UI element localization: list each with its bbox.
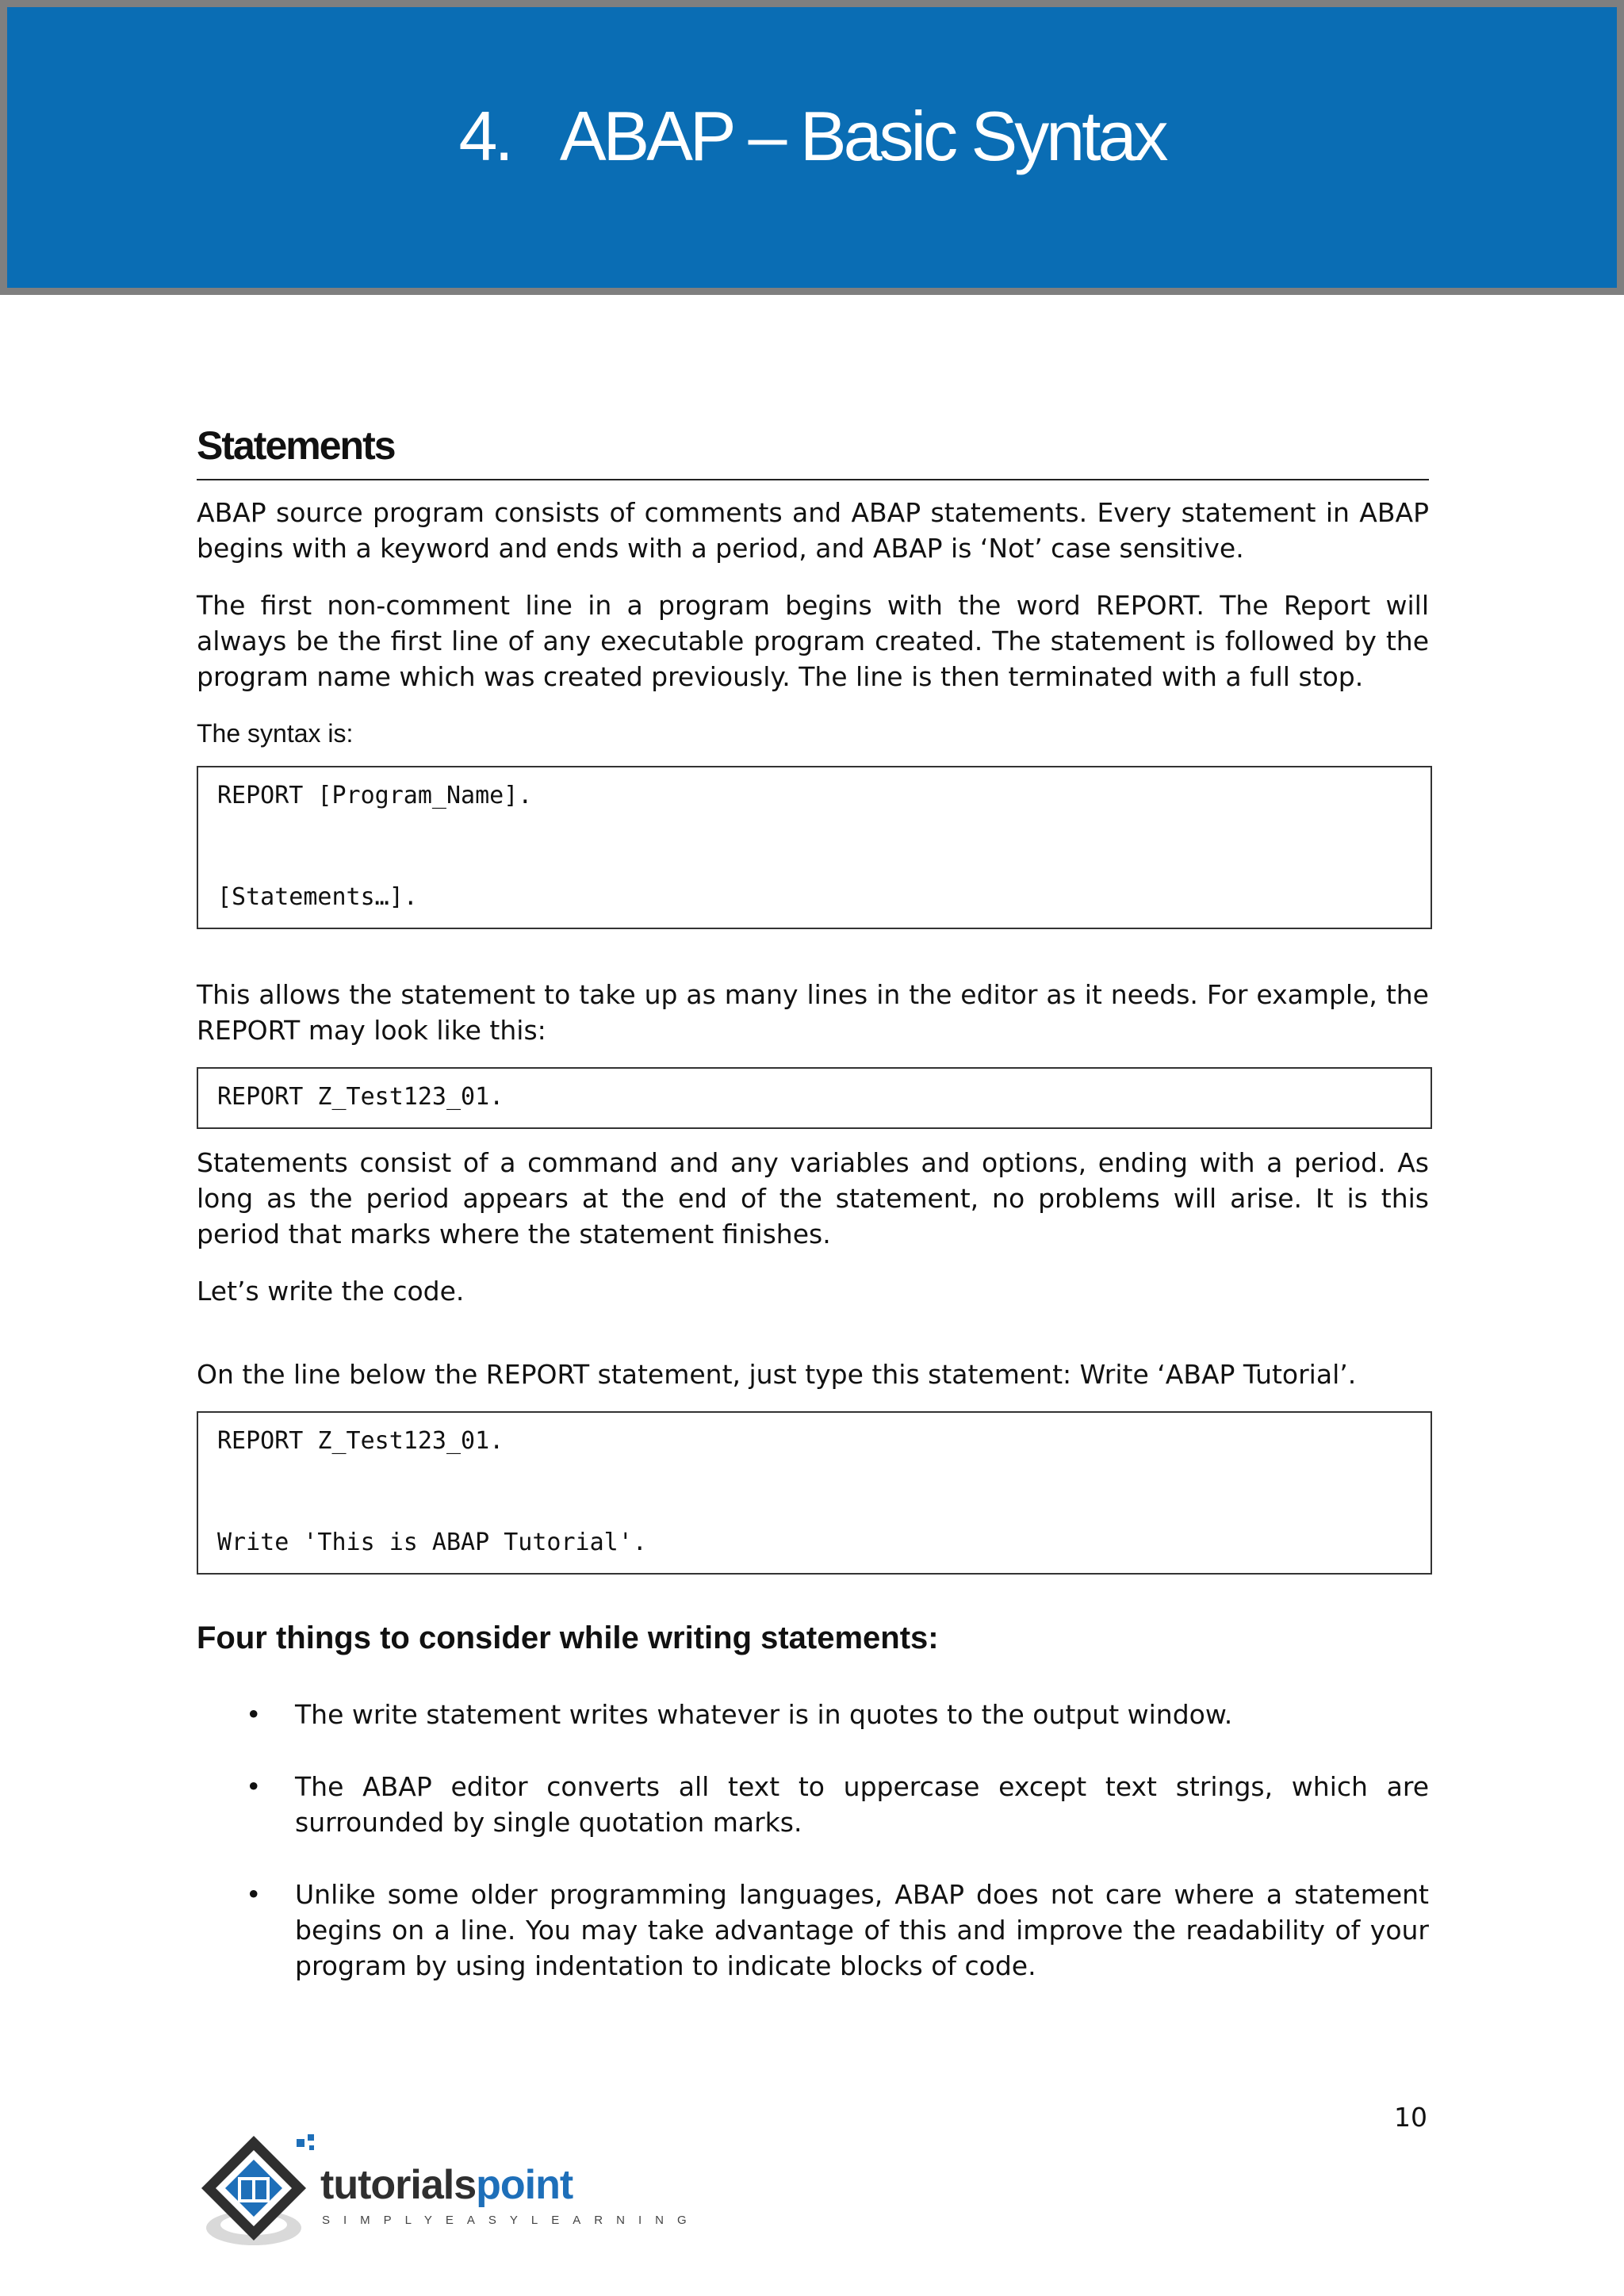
list-item	[197, 1769, 1429, 1840]
list-item	[197, 1877, 1429, 1984]
code-block-write-example	[197, 1411, 1432, 1575]
logo-wordmark	[320, 2163, 573, 2207]
code-line: REPORT [Program_Name].	[217, 782, 533, 809]
paragraph-write-instruction: On the line below the REPORT statement, just type this statement: Write ‘ABAP Tutorial’.	[197, 1359, 1357, 1390]
considerations-list	[197, 1697, 1429, 1984]
logo-wordmark-part2: point	[476, 2162, 573, 2208]
code-line: REPORT Z_Test123_01.	[217, 1083, 504, 1111]
considerations-heading: Four things to consider while writing statements:	[197, 1621, 939, 1655]
code-line: Write 'This is ABAP Tutorial'.	[217, 1529, 647, 1556]
code-block-report-example	[197, 1067, 1432, 1129]
logo-emblem-icon	[195, 2131, 330, 2258]
bullet-icon: •	[246, 1879, 262, 1910]
bullet-icon: •	[246, 1771, 262, 1802]
chapter-header-banner	[0, 0, 1624, 295]
bullet-icon: •	[246, 1699, 262, 1730]
chapter-title	[7, 93, 1617, 180]
code-line: REPORT Z_Test123_01.	[217, 1427, 504, 1455]
code-block-syntax	[197, 766, 1432, 929]
paragraph-report: The first non-comment line in a program begins with the word REPORT. The Report will always be the first line of any executable program created. The statement is followed by the program name which was created previously. The line is then terminated with a full stop.	[197, 590, 1429, 692]
paragraph-period: Statements consist of a command and any variables and options, ending with a period. As long as the period appears at the end of the statement, no problems will arise. It is this period that marks where the statement finishes.	[197, 1147, 1429, 1249]
list-item-text: Unlike some older programming languages, ABAP does not care where a statement begins on a line. You may take advantage of this and improve the readability of your program by using indentation to indicate blocks of code.	[295, 1879, 1429, 1981]
list-item-text: The ABAP editor converts all text to uppercase except text strings, which are surrounded by single quotation marks.	[295, 1771, 1429, 1838]
list-item	[197, 1697, 1429, 1732]
paragraph-intro: ABAP source program consists of comments and ABAP statements. Every statement in ABAP begins with a keyword and ends with a period, and ABAP is ‘Not’ case sensitive.	[197, 497, 1429, 564]
page-number: 10	[1394, 2102, 1427, 2133]
paragraph-syntax-label: The syntax is:	[197, 719, 354, 748]
page-content	[197, 412, 1429, 1984]
paragraph-lets-write: Let’s write the code.	[197, 1276, 465, 1307]
tutorialspoint-logo	[195, 2131, 700, 2258]
chapter-number: 4.	[458, 97, 511, 175]
code-line: [Statements…].	[217, 883, 418, 911]
logo-tagline: SIMPLYEASYLEARNING	[322, 2214, 700, 2227]
chapter-title-text: ABAP – Basic Syntax	[559, 97, 1166, 175]
list-item-text: The write statement writes whatever is in quotes to the output window.	[295, 1699, 1233, 1730]
logo-wordmark-part1: tutorials	[320, 2162, 477, 2208]
section-heading-statements: Statements	[197, 412, 1429, 480]
paragraph-many-lines: This allows the statement to take up as many lines in the editor as it needs. For example, the REPORT may look like this:	[197, 979, 1429, 1046]
